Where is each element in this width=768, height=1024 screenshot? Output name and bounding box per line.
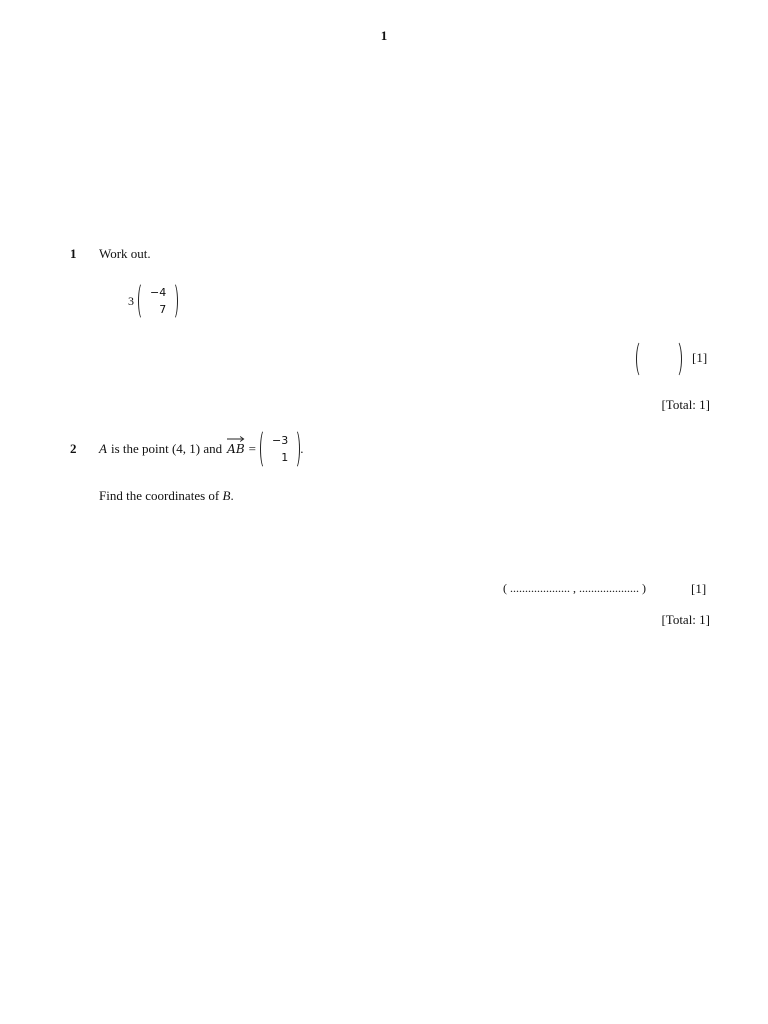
left-parenthesis (260, 429, 269, 469)
right-parenthesis (291, 429, 300, 469)
page-number: 1 (380, 28, 388, 43)
q2-answer-line[interactable]: ( .................... , .................... ) (503, 581, 646, 595)
q2-total: [Total: 1] (661, 612, 710, 627)
q2-vector-name (227, 442, 244, 456)
q2-point-a: A (99, 441, 107, 456)
q2-vector-bottom: 1 (281, 451, 289, 464)
q1-vector-values (147, 284, 169, 318)
q2-vector-top: −3 (272, 434, 289, 447)
q2-statement (99, 430, 303, 468)
q1-vector-bottom: 7 (159, 303, 167, 316)
q2-column-vector (260, 429, 300, 469)
question-number-1: 1 (70, 246, 77, 261)
vector-arrow-icon (227, 436, 244, 442)
q2-find-prefix: Find the coordinates of (99, 488, 220, 503)
q2-marks: [1] (691, 581, 707, 596)
q2-period: . (300, 441, 304, 456)
question-number-2: 2 (70, 441, 77, 456)
q1-vector-top: −4 (150, 286, 167, 299)
q1-marks: [1] (692, 350, 708, 365)
right-parenthesis (169, 282, 178, 320)
q2-find-point: B (222, 488, 231, 503)
q1-instruction: Work out. (99, 246, 151, 261)
q2-point-text: is the point (4, 1) and (110, 441, 223, 456)
q2-vector-values (269, 432, 291, 466)
q2-find-instruction (99, 488, 234, 504)
answer-left-parenthesis (636, 340, 647, 378)
q2-vector-letters: AB (227, 442, 245, 456)
q1-expression (128, 282, 178, 320)
q2-find-suffix: . (230, 488, 234, 503)
left-parenthesis (138, 282, 147, 320)
q2-equals: = (248, 441, 256, 456)
q1-answer-vector[interactable] (636, 340, 682, 378)
q1-column-vector (138, 282, 178, 320)
q1-total: [Total: 1] (661, 397, 710, 412)
answer-right-parenthesis (671, 340, 682, 378)
q1-scalar: 3 (128, 293, 134, 308)
